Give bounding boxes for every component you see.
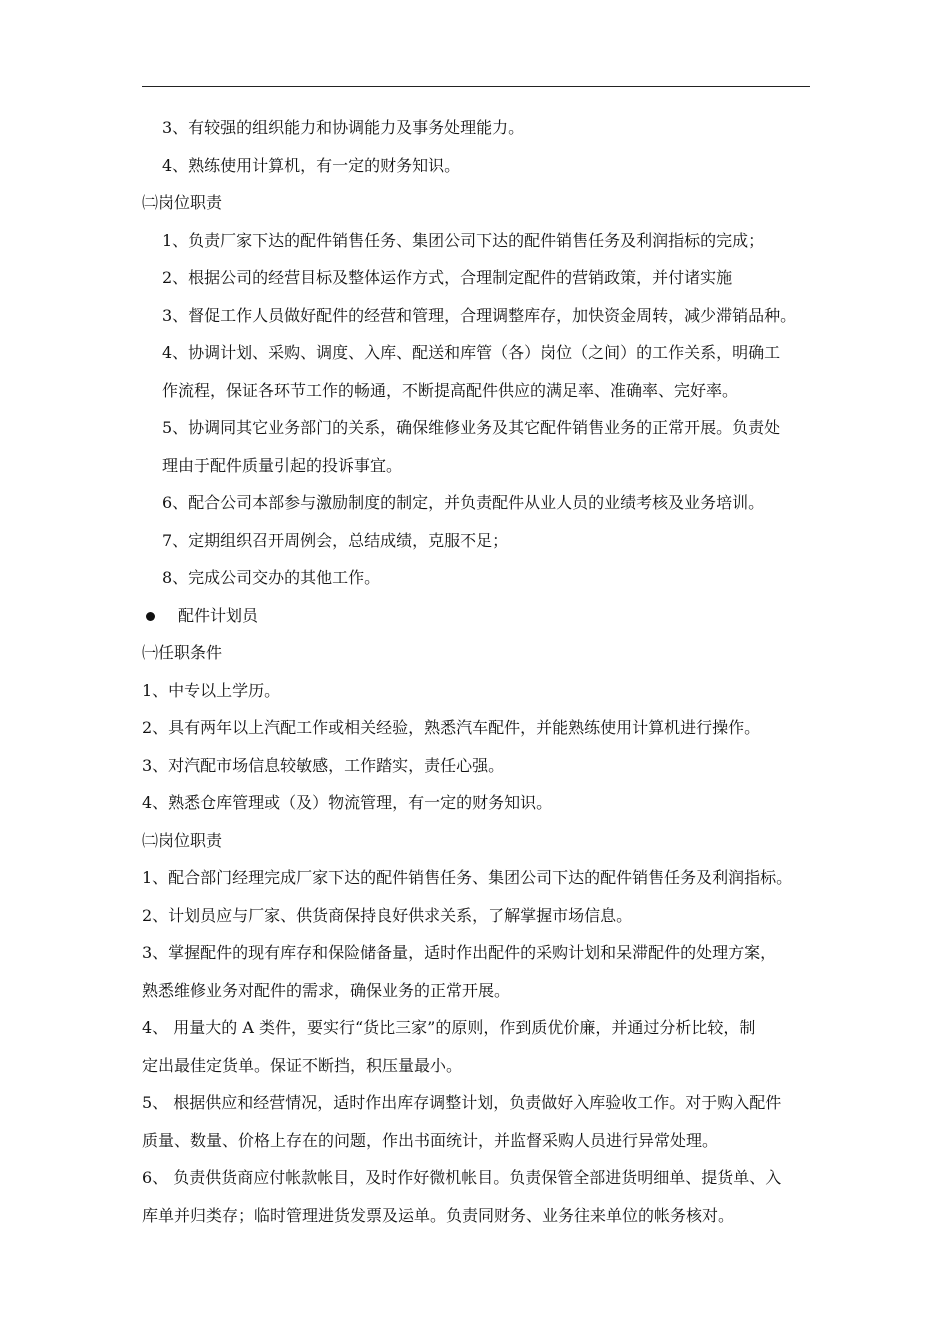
- section-heading: ㈡岗位职责: [142, 193, 223, 212]
- duty-item-continued: 作流程，保证各环节工作的畅通，不断提高配件供应的满足率、准确率、完好率。: [162, 380, 739, 400]
- duty-item: 7、定期组织召开周例会，总结成绩，克服不足；: [162, 530, 509, 550]
- duty-item: 5、协调同其它业务部门的关系，确保维修业务及其它配件销售业务的正常开展。负责处: [162, 418, 781, 437]
- requirement-item: 1、中专以上学历。: [142, 680, 281, 700]
- duty-item: 8、完成公司交办的其他工作。: [162, 568, 381, 587]
- duty-item: 6、 负责供货商应付帐款帐目，及时作好微机帐目。负责保管全部进货明细单、提货单、入: [142, 1168, 782, 1187]
- duty-item: 2、根据公司的经营目标及整体运作方式，合理制定配件的营销政策，并付诸实施: [162, 268, 733, 287]
- section-heading: ㈡岗位职责: [142, 830, 223, 850]
- requirement-item: 4、熟悉仓库管理或（及）物流管理，有一定的财务知识。: [142, 793, 553, 812]
- requirement-item: 3、对汽配市场信息较敏感，工作踏实，责任心强。: [142, 755, 505, 775]
- role-title: 配件计划员: [178, 605, 259, 625]
- duty-item-continued: 熟悉维修业务对配件的需求，确保业务的正常开展。: [142, 980, 511, 1000]
- duty-item-continued: 质量、数量、价格上存在的问题，作出书面统计，并监督采购人员进行异常处理。: [142, 1130, 719, 1150]
- duty-item-continued: 理由于配件质量引起的投诉事宜。: [162, 455, 403, 475]
- header-rule: [142, 86, 810, 87]
- section-heading: ㈠任职条件: [142, 643, 223, 662]
- duty-item: 6、配合公司本部参与激励制度的制定，并负责配件从业人员的业绩考核及业务培训。: [162, 493, 765, 512]
- paragraph: 4、熟练使用计算机，有一定的财务知识。: [162, 155, 461, 175]
- duty-item: 2、计划员应与厂家、供货商保持良好供求关系，了解掌握市场信息。: [142, 905, 633, 925]
- duty-item: 3、督促工作人员做好配件的经营和管理，合理调整库存，加快资金周转，减少滞销品种。: [162, 305, 797, 325]
- bullet-icon: [146, 612, 155, 621]
- duty-item-continued: 库单并归类存；临时管理进货发票及运单。负责同财务、业务往来单位的帐务核对。: [142, 1205, 735, 1225]
- role-heading: [142, 606, 810, 626]
- duty-item: 5、 根据供应和经营情况，适时作出库存调整计划，负责做好入库验收工作。对于购入配件: [142, 1093, 782, 1112]
- duty-item: 1、负责厂家下达的配件销售任务、集团公司下达的配件销售任务及利润指标的完成；: [162, 230, 765, 250]
- duty-item: 4、协调计划、采购、调度、入库、配送和库管（各）岗位（之间）的工作关系，明确工: [162, 343, 781, 362]
- duty-item: 3、掌握配件的现有库存和保险储备量，适时作出配件的采购计划和呆滞配件的处理方案，: [142, 943, 777, 962]
- document-body: [142, 118, 810, 1226]
- duty-item: 1、配合部门经理完成厂家下达的配件销售任务、集团公司下达的配件销售任务及利润指标。: [142, 868, 793, 887]
- duty-item-continued: 定出最佳定货单。保证不断挡，积压量最小。: [142, 1055, 463, 1075]
- requirement-item: 2、具有两年以上汽配工作或相关经验，熟悉汽车配件，并能熟练使用计算机进行操作。: [142, 718, 761, 737]
- paragraph: 3、有较强的组织能力和协调能力及事务处理能力。: [162, 118, 525, 137]
- duty-item: 4、 用量大的 A 类件，要实行“货比三家”的原则，作到质优价廉，并通过分析比较，制: [142, 1018, 756, 1037]
